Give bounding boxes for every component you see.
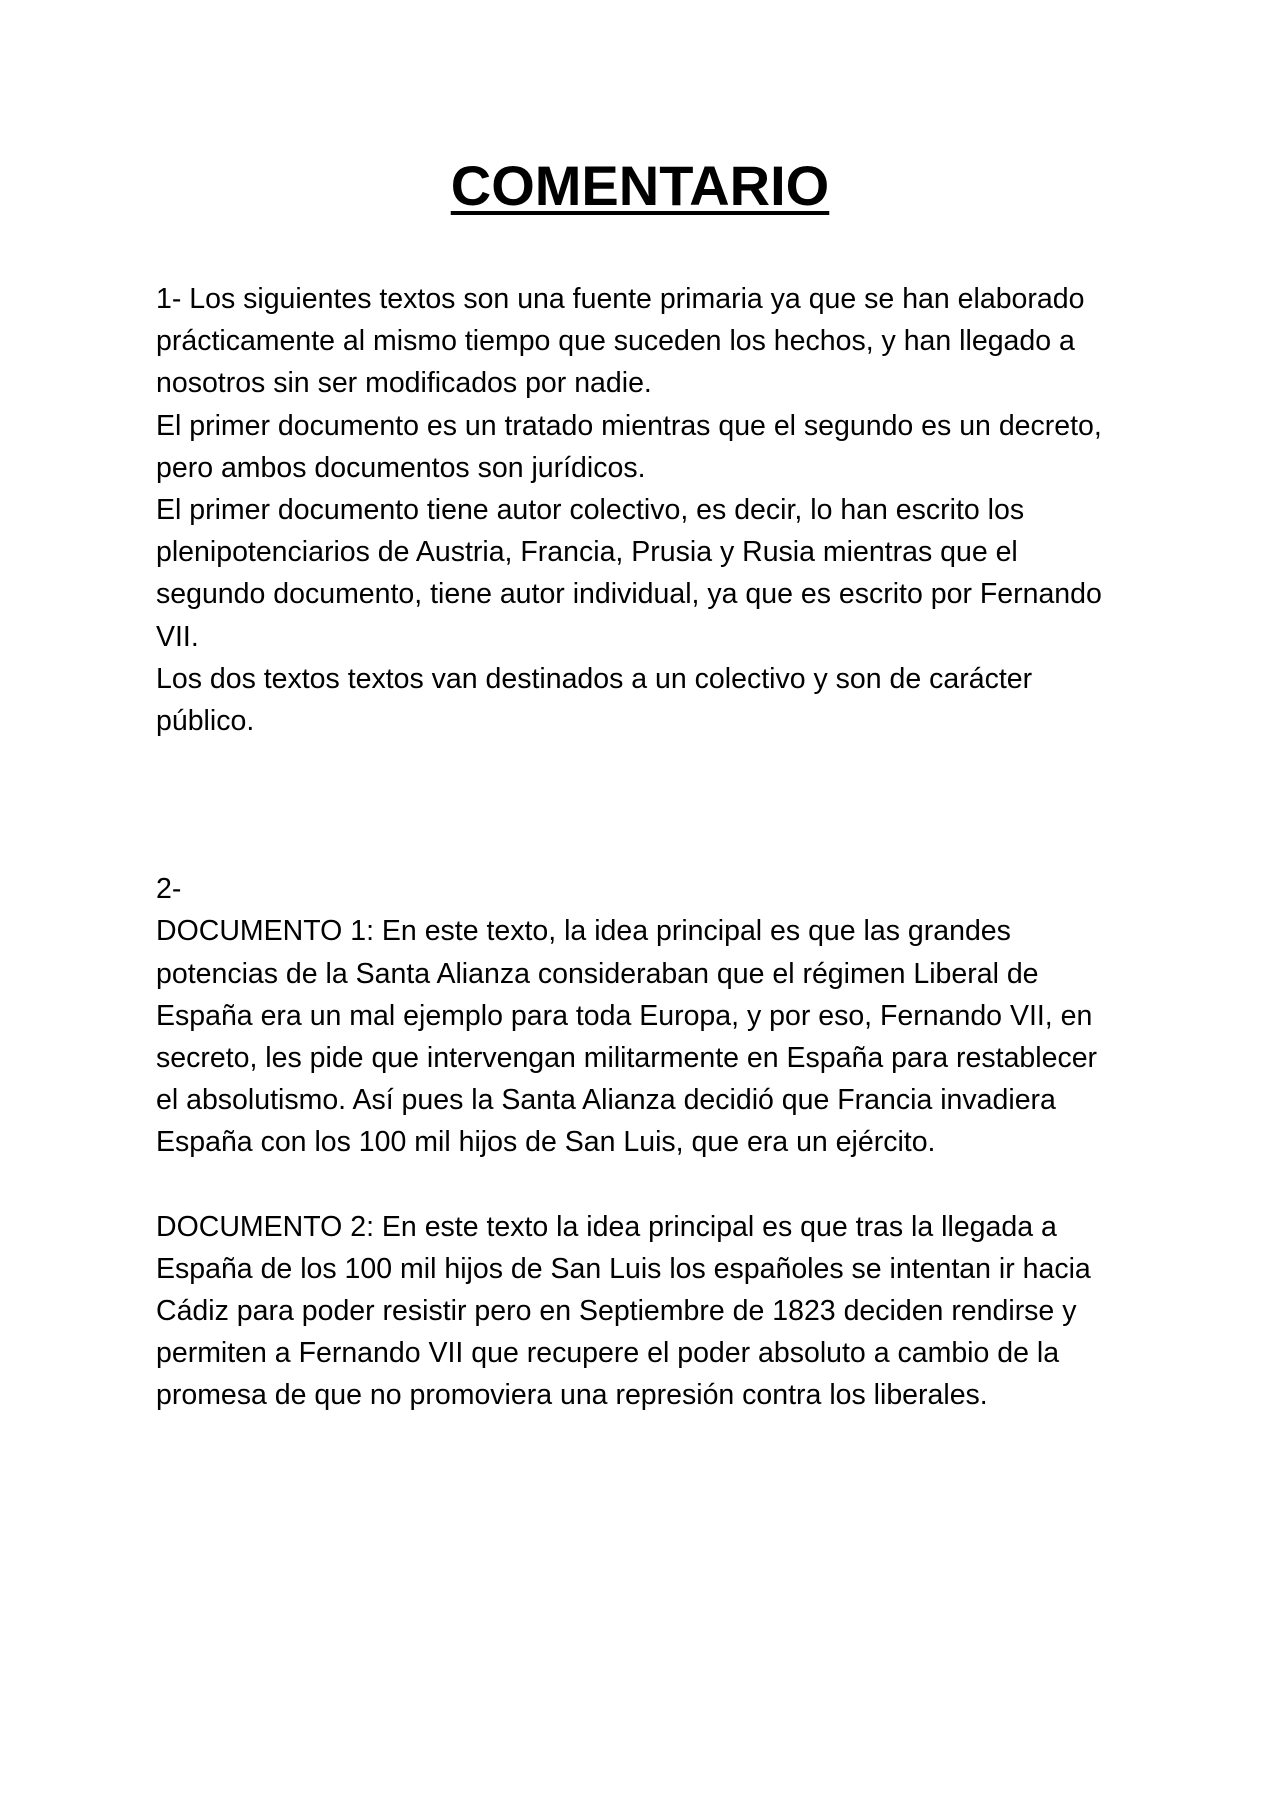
page-title (0, 152, 1280, 220)
section1-paragraph-author: El primer documento tiene autor colectivo, es decir, lo han escrito los plenipotenciarios de Austria, Francia, Prusia y Rusia mientras que el segundo documento, tiene autor individual, ya que es escrito por Fernando VII. (156, 494, 1102, 653)
section1-paragraph-source: 1- Los siguientes textos son una fuente primaria ya que se han elaborado prácticamente al mismo tiempo que suceden los hechos, y han llegado a nosotros sin ser modificados por nadie. (156, 283, 1085, 400)
document-body (156, 278, 1126, 1417)
paragraph-spacer (156, 1164, 1126, 1206)
section2-document1: DOCUMENTO 1: En este texto, la idea principal es que las grandes potencias de la Santa Alianza consideraban que el régimen Liberal de España era un mal ejemplo para toda Europa, y por eso, Fernando VII, en secreto, les pide que intervengan militarmente en España para restablecer el absolutismo. Así pues la Santa Alianza decidió que Francia invadiera España con los 100 mil hijos de San Luis, que era un ejército. (156, 915, 1098, 1159)
section1-paragraph-audience: Los dos textos textos van destinados a un colectivo y son de carácter público. (156, 662, 1033, 738)
section1-paragraph-type: El primer documento es un tratado mientras que el segundo es un decreto, pero ambos documentos son jurídicos. (156, 409, 1102, 484)
section2-document2: DOCUMENTO 2: En este texto la idea principal es que tras la llegada a España de los 100 mil hijos de San Luis los españoles se intentan ir hacia Cádiz para poder resistir pero en Septiembre de 1823 deciden rendirse y permiten a Fernando VII que recupere el poder absoluto a cambio de la promesa de que no promoviera una represión contra los liberales. (156, 1210, 1091, 1412)
section-spacer (156, 742, 1126, 868)
section2-number: 2- (156, 873, 182, 906)
page-title-text: COMENTARIO (450, 154, 830, 217)
